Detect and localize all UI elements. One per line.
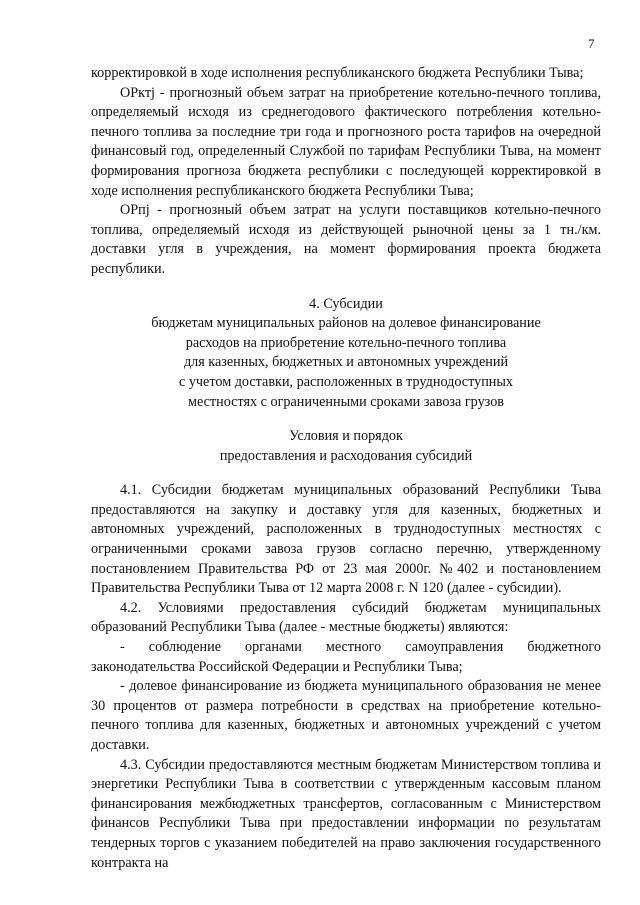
section-title-line: местностях с ограниченными сроками завоза грузов [188,393,504,410]
paragraph-4-2-item-2: - долевое финансирование из бюджета муниципального образования не менее 30 процентов от размера потребности в средствах на приобретение котельно-печного топлива для казенных, бюджетных и автономных учреждений с учетом доставки. [91,678,601,753]
paragraph-continuation: корректировкой в ходе исполнения республиканского бюджета Республики Тыва; [91,65,584,81]
section-title-line: для казенных, бюджетных и автономных учреждений [183,354,509,371]
section-subtitle-line: Условия и порядок [289,428,403,445]
section-title-line: 4. Субсидии [309,295,383,312]
paragraph-orktj: ОРктj - прогнозный объем затрат на приобретение котельно-печного топлива, определяемый исходя из среднегодового фактического потребления котельно-печного топлива за последние три года и прогнозного роста тарифов на очередной финансовый год, определенный Службой по тарифам Республики Тыва, на момент формирования прогноза бюджета республики с последующей корректировкой в ходе исполнения республиканского бюджета Республики Тыва; [91,84,601,199]
document-body [91,64,601,873]
section-subtitle-line: предоставления и расходования субсидий [219,447,473,464]
paragraph-4-3: 4.3. Субсидии предоставляются местным бюджетам Министерством топлива и энергетики Республики Тыва в соответствии с утвержденным кассовым планом финансирования межбюджетных трансфертов, согласованным с Министерством финансов Республики Тыва при предоставлении информации по результатам тендерных торгов с указанием победителей на право заключения государственного контракта на [91,756,601,871]
section-title [91,295,601,413]
section-title-line: с учетом доставки, расположенных в труднодоступных [178,373,514,390]
paragraph-4-1: 4.1. Субсидии бюджетам муниципальных образований Республики Тыва предоставляются на закупку и доставку угля для казенных, бюджетных и автономных учреждений, расположенных в труднодоступных местностях с ограниченными сроками завоза грузов согласно перечню, утвержденному постановлением Правительства РФ от 23 мая 2000г. №402 и постановлением Правительства Республики Тыва от 12 марта 2008 г. N 120 (далее - субсидии). [91,482,601,597]
section-title-line: расходов на приобретение котельно-печного топлива [185,334,507,351]
paragraph-orpj: ОРпj - прогнозный объем затрат на услуги поставщиков котельно-печного топлива, определяемый исходя из действующей рыночной цены за 1 тн./км. доставки угля в учреждения, на момент формирования проекта бюджета республики. [91,202,601,277]
page-number: 7 [588,36,595,51]
paragraph-4-2-item-1: - соблюдение органами местного самоуправления бюджетного законодательства Российской Федерации и Республики Тыва; [91,639,601,675]
section-subtitle [91,427,601,466]
paragraph-4-2: 4.2. Условиями предоставления субсидий бюджетам муниципальных образований Республики Тыва (далее - местные бюджеты) являются: [91,599,601,636]
section-title-line: бюджетам муниципальных районов на долевое финансирование [151,315,541,332]
